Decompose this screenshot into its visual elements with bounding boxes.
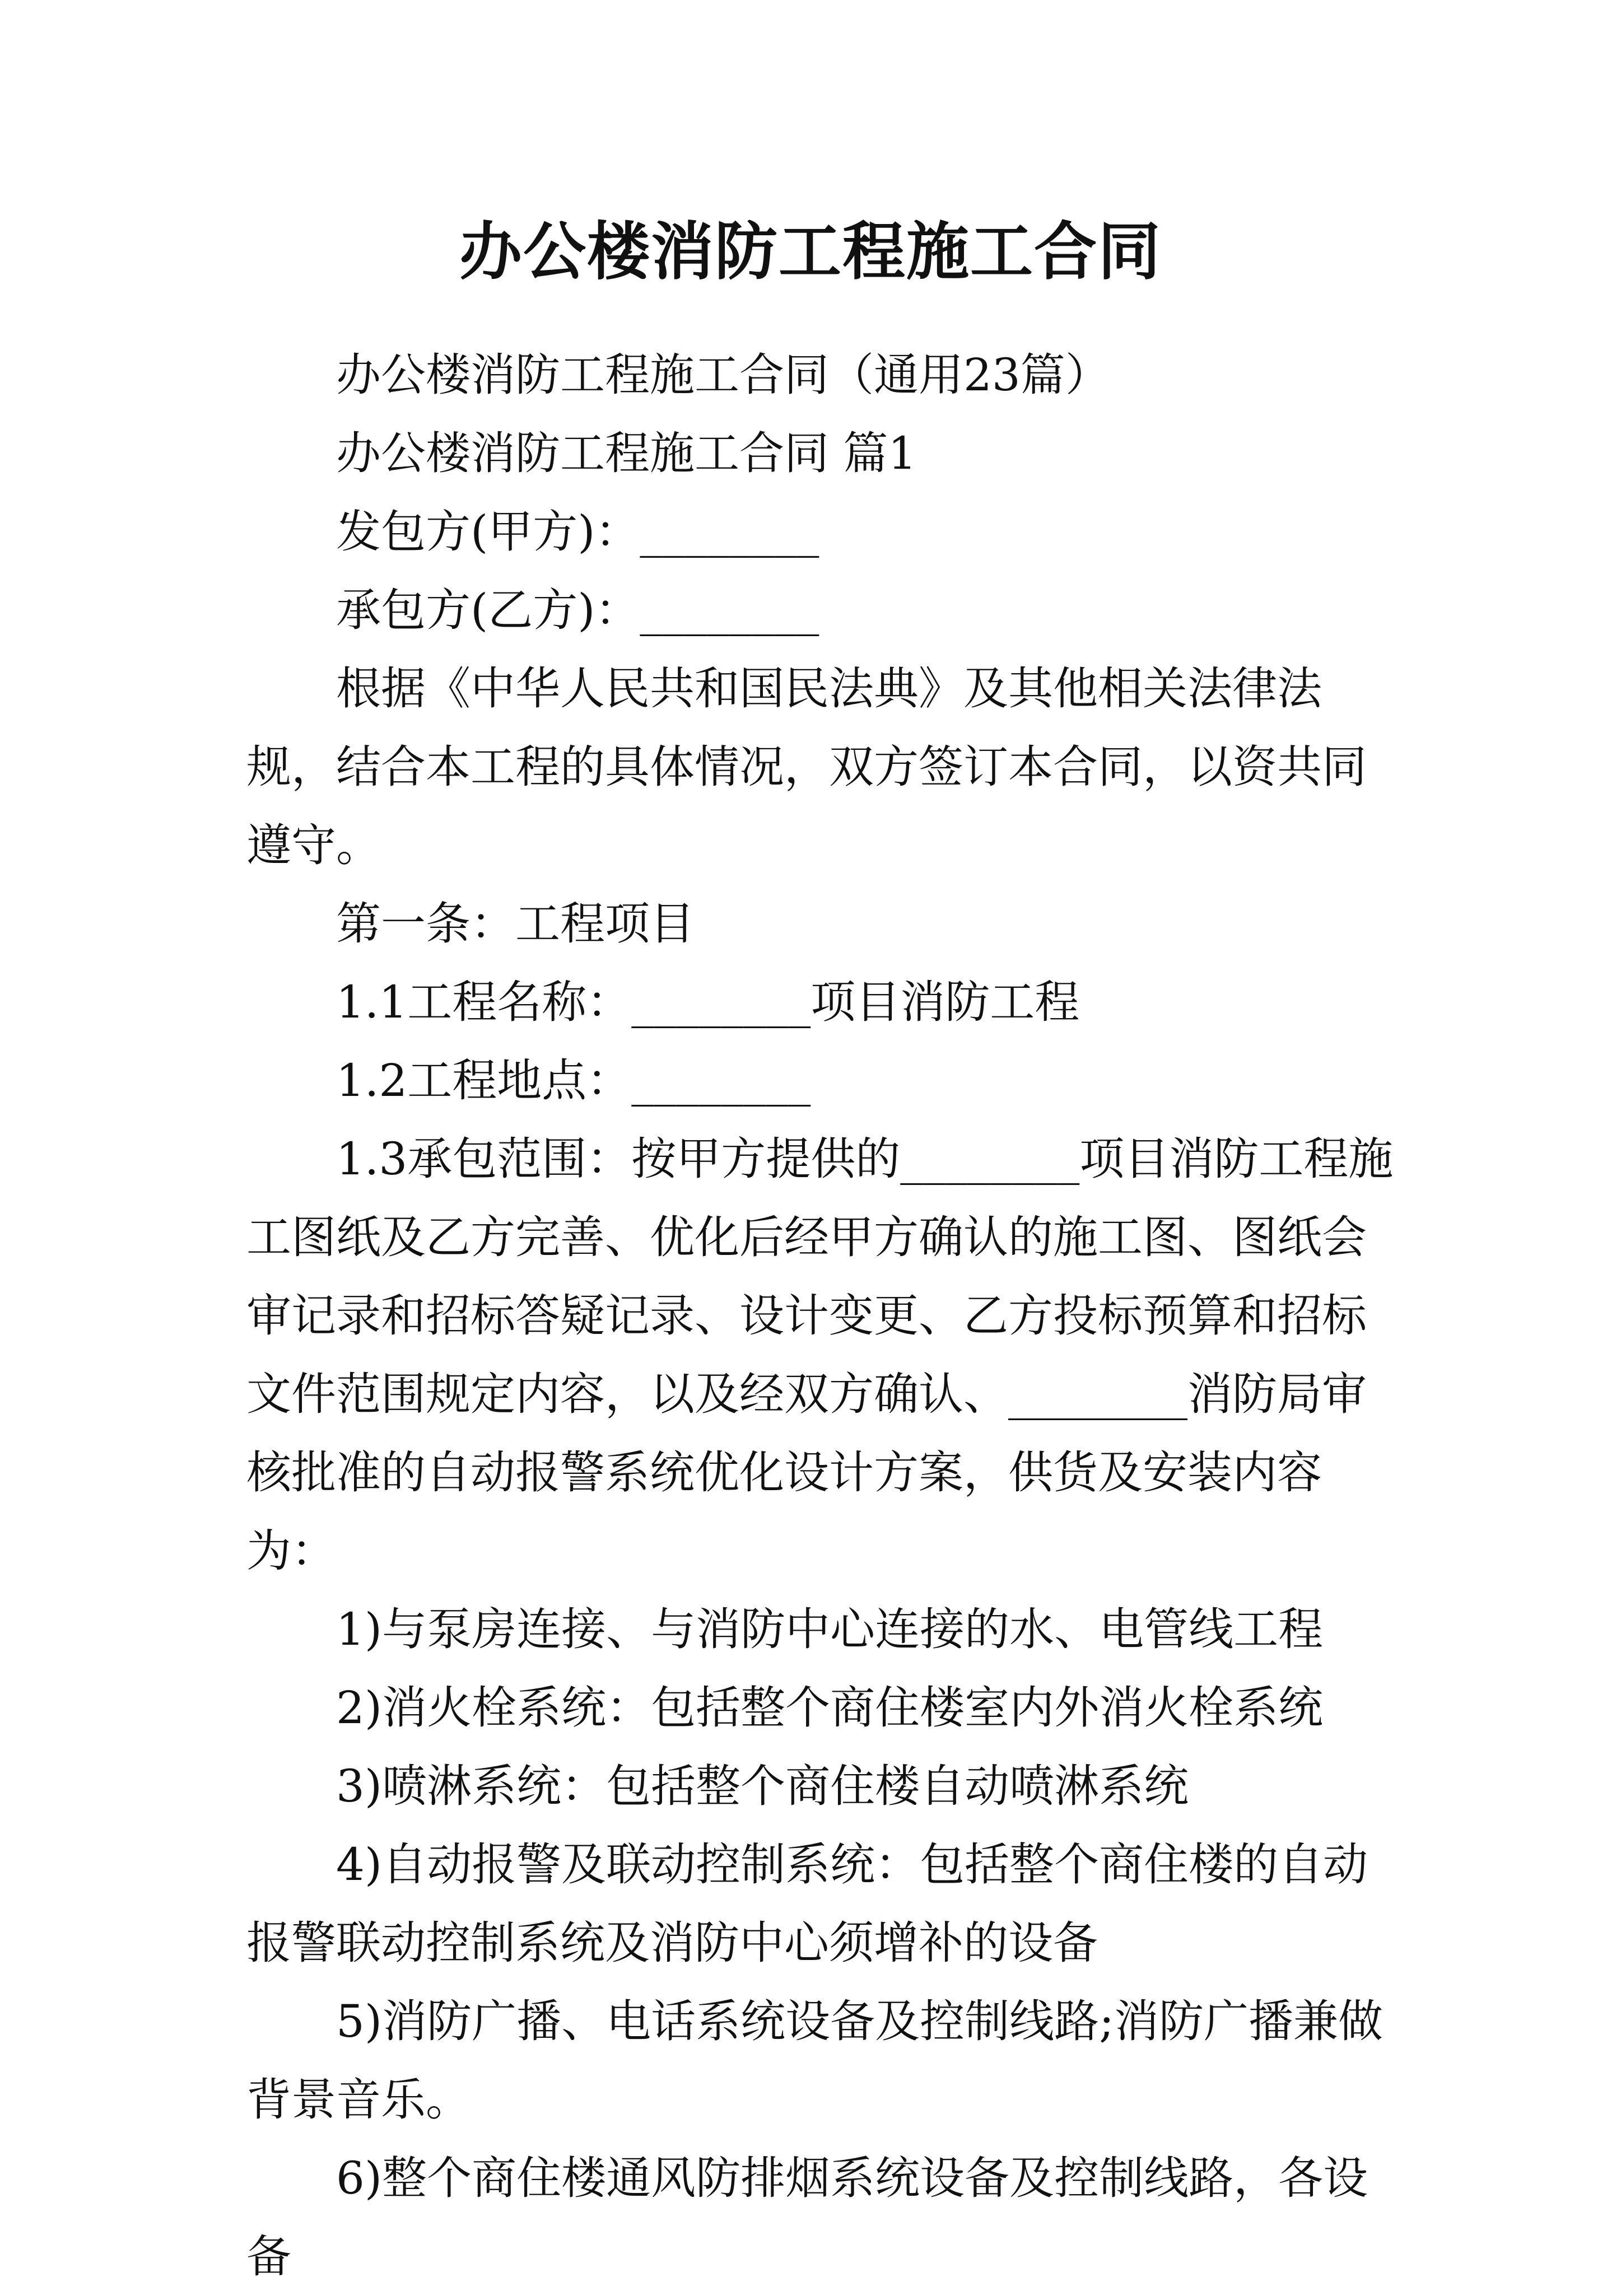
list-item-6: 6)整个商住楼通风防排烟系统设备及控制线路，各设备 [246, 2152, 1368, 2283]
paragraph-party-a: 发包方(甲方)：________ [336, 506, 819, 558]
paragraph-subtitle: 办公楼消防工程施工合同（通用23篇） [336, 349, 1110, 401]
paragraph-preamble: 根据《中华人民共和国民法典》及其他相关法律法规，结合本工程的具体情况，双方签订本合同，以资共同遵守。 [246, 662, 1367, 871]
document-body [246, 336, 1400, 2296]
paragraph-party-b: 承包方(乙方)：________ [336, 584, 819, 636]
paragraph-1-1: 1.1工程名称：________项目消防工程 [336, 976, 1080, 1028]
list-item-2: 2)消火栓系统：包括整个商住楼室内外消火栓系统 [336, 1682, 1324, 1734]
list-item-1: 1)与泵房连接、与消防中心连接的水、电管线工程 [336, 1603, 1324, 1655]
list-item-5: 5)消防广播、电话系统设备及控制线路;消防广播兼做背景音乐。 [246, 1995, 1384, 2126]
paragraph-1-3: 1.3承包范围：按甲方提供的________项目消防工程施工图纸及乙方完善、优化后经甲方确认的施工图、图纸会审记录和招标答疑记录、设计变更、乙方投标预算和招标文件范围规定内容，以及经双方确认、________消防局审核批准的自动报警系统优化设计方案，供货及安装内容为： [246, 1133, 1394, 1577]
paragraph-article-1: 第一条：工程项目 [336, 898, 695, 950]
list-item-4: 4)自动报警及联动控制系统：包括整个商住楼的自动报警联动控制系统及消防中心须增补的设备 [246, 1838, 1368, 1969]
paragraph-1-2: 1.2工程地点：________ [336, 1054, 811, 1107]
list-item-3: 3)喷淋系统：包括整个商住楼自动喷淋系统 [336, 1760, 1189, 1812]
document-title: 办公楼消防工程施工合同 [459, 215, 1162, 288]
paragraph-part-heading: 办公楼消防工程施工合同 篇1 [336, 427, 917, 479]
